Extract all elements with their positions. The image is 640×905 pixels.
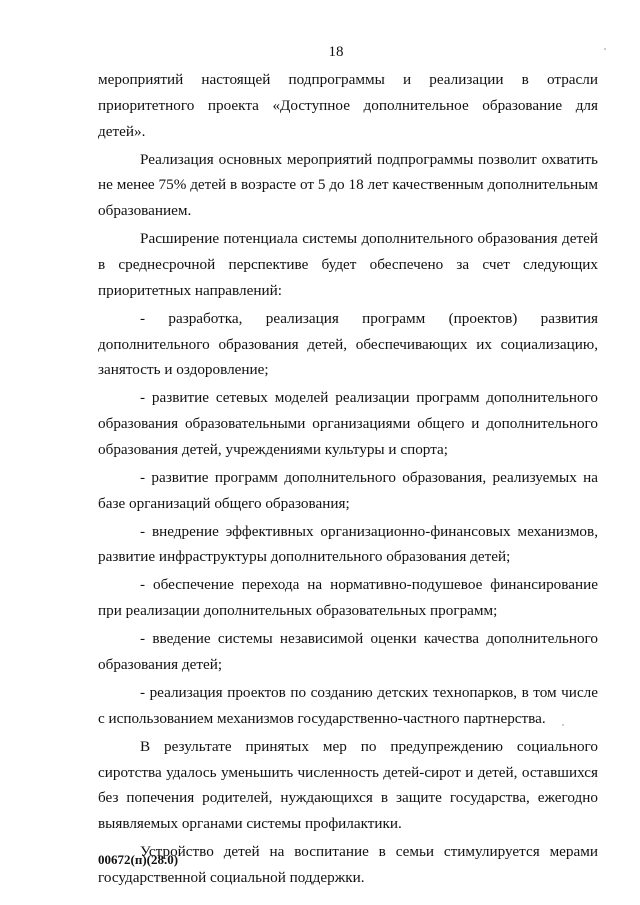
paragraph: Реализация основных мероприятий подпрограммы позволит охватить не менее 75% детей в возрасте от 5 до 18 лет качественным дополнительным образованием. [98, 150, 598, 220]
list-item: - введение системы независимой оценки качества дополнительного образования детей; [98, 630, 598, 674]
paragraph: В результате принятых мер по предупреждению социального сиротства удалось уменьшить численность детей-сирот и детей, оставшихся без попечения родителей, нуждающихся в защите государства, ежегодно выявляемых органами системы профилактики. [98, 737, 598, 833]
scan-speck [604, 48, 606, 50]
scan-speck [562, 724, 564, 726]
list-item: - реализация проектов по созданию детских технопарков, в том числе с использованием механизмов государственно-частного партнерства. [98, 684, 598, 727]
list-item: - разработка, реализация программ (проектов) развития дополнительного образования детей, обеспечивающих их социализацию, занятость и оздоровление; [98, 309, 598, 379]
paragraph: Устройство детей на воспитание в семьи стимулируется мерами государственной социальной поддержки. [98, 843, 598, 886]
document-body [98, 67, 598, 893]
list-item: - развитие программ дополнительного образования, реализуемых на базе организаций общего образования; [98, 468, 598, 512]
page-number: 18 [328, 44, 344, 60]
document-code: 00672(п)(28.0) [98, 852, 179, 867]
paragraph: Расширение потенциала системы дополнительного образования детей в среднесрочной перспективе будет обеспечено за счет следующих приоритетных направлений: [98, 230, 598, 299]
list-item: - внедрение эффективных организационно-финансовых механизмов, развитие инфраструктуры дополнительного образования детей; [98, 522, 598, 566]
paragraph: мероприятий настоящей подпрограммы и реализации в отрасли приоритетного проекта «Доступное дополнительное образование для детей». [98, 71, 598, 140]
list-item: - развитие сетевых моделей реализации программ дополнительного образования образовательными организациями общего и дополнительного образования детей, учреждениями культуры и спорта; [98, 389, 598, 458]
list-item: - обеспечение перехода на нормативно-подушевое финансирование при реализации дополнительных образовательных программ; [98, 576, 598, 620]
